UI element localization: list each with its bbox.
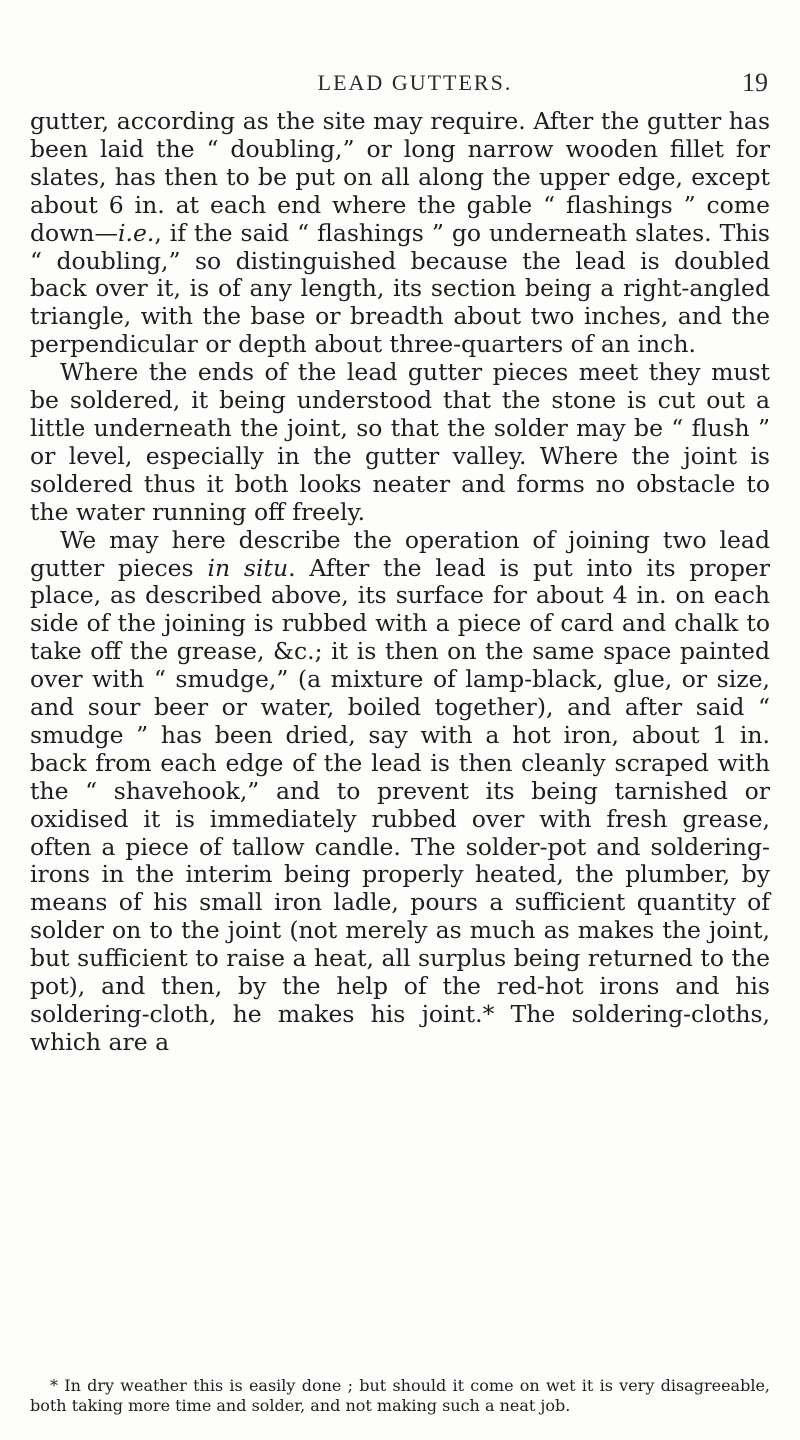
page-number: 19: [742, 68, 768, 97]
paragraph-3-part-2: . After the lead is put into its proper place, as described above, its surface for about 4 in. on each side of the joining is rubbed with a piece of card and chalk to take off the grease, &c.; it is then on the same space painted over with “ smudge,” (a mixture of lamp-black, glue, or size, and sour beer or water, boiled together), and after said “ smudge ” has been dried, say with a hot iron, about 1 in. back from each edge of the lead is then cleanly scraped with the “ shavehook,” and to prevent its being tarnished or oxidised it is immediately rubbed over with fresh grease, often a piece of tallow candle. The solder-pot and soldering-irons in the interim being properly heated, the plumber, by means of his small iron ladle, pours a sufficient quantity of solder on to the joint (not merely as much as makes the joint, but sufficient to raise a heat, all surplus being returned to the pot), and then, by the help of the red-hot irons and his soldering-cloth, he makes his joint.* The soldering-cloths, which are a: [30, 553, 771, 1056]
paragraph-1: [30, 108, 770, 359]
paragraph-2: Where the ends of the lead gutter pieces meet they must be soldered, it being understood that the stone is cut out a little underneath the joint, so that the solder may be “ flush ” or level, especially in the gutter valley. Where the joint is soldered thus it both looks neater and forms no obstacle to the water running off freely.: [30, 358, 770, 526]
paragraph-1-part-2: , if the said “ flashings ” go underneath slates. This “ doubling,” so distinguished because the lead is doubled back over it, is of any length, its section being a right-angled triangle, with the base or breadth about two inches, and the perpendicular or depth about three-quarters of an inch.: [30, 218, 770, 359]
paragraph-1-ie: i.e.: [117, 218, 155, 247]
body-text: [30, 108, 770, 1057]
paragraph-3-part-1: We may here describe the operation of joining two lead gutter pieces: [30, 525, 770, 582]
paragraph-3: [30, 527, 770, 1057]
running-head: LEAD GUTTERS.: [317, 70, 513, 95]
paragraph-1-part-1: gutter, according as the site may require. After the gutter has been laid the “ doubling,” or long narrow wooden fillet for slates, has then to be put on all along the upper edge, except about 6 in. at each end where the gable “ flashings ” come down—: [30, 107, 770, 247]
footnote: * In dry weather this is easily done ; but should it come on wet it is very disagreeable, both taking more time and solder, and not making such a neat job.: [30, 1376, 770, 1415]
page-header: [30, 68, 800, 104]
paragraph-3-in-situ: in situ: [207, 553, 289, 582]
